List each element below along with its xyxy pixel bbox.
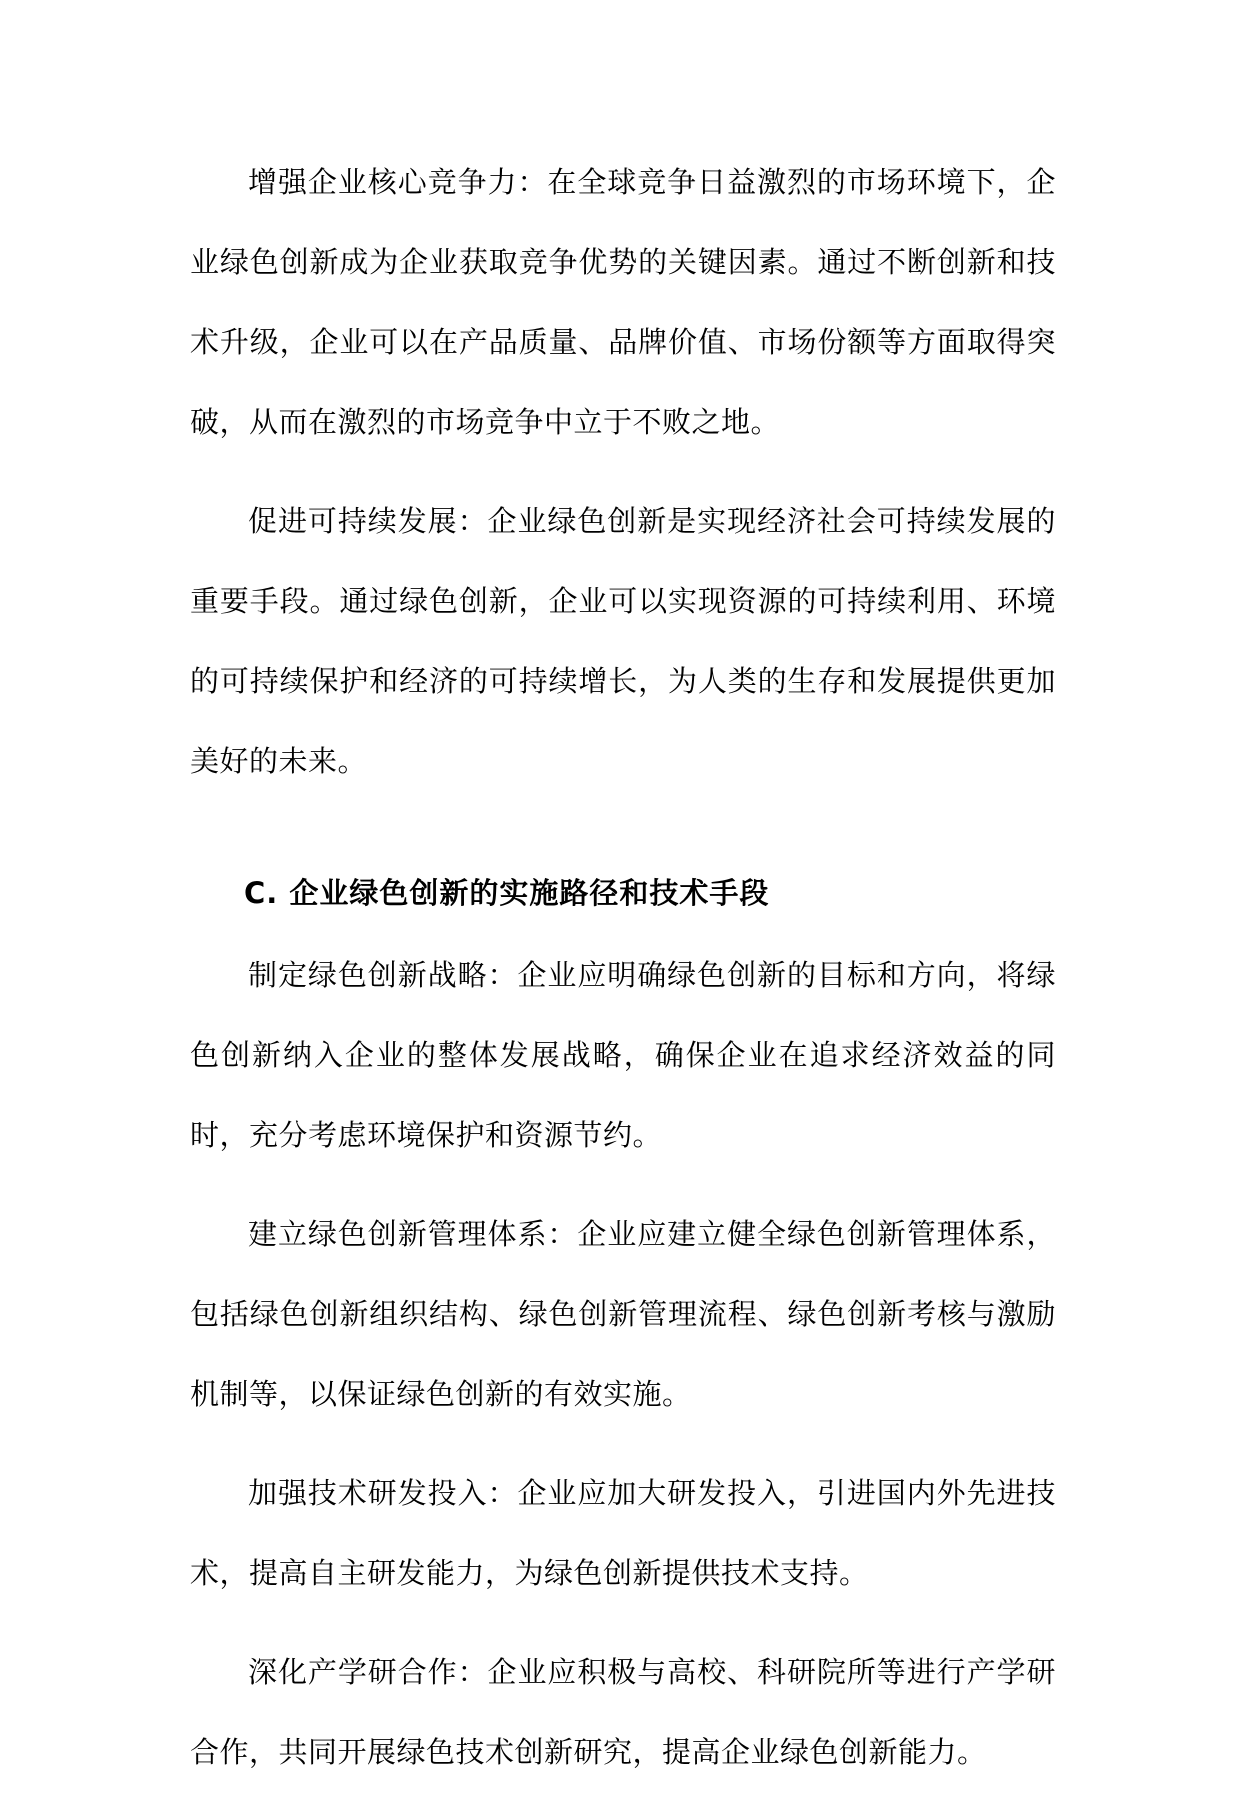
paragraph-rd-investment: 加强技术研发投入：企业应加大研发投入，引进国内外先进技术，提高自主研发能力，为绿色创新提供技术支持。 (190, 1476, 1056, 1590)
paragraph-sustainable-development: 促进可持续发展：企业绿色创新是实现经济社会可持续发展的重要手段。通过绿色创新，企业可以实现资源的可持续利用、环境的可持续保护和经济的可持续增长，为人类的生存和发展提供更加美好的未来。 (190, 504, 1056, 778)
section-heading: C. 企业绿色创新的实施路径和技术手段 (244, 876, 770, 910)
paragraph-green-strategy: 制定绿色创新战略：企业应明确绿色创新的目标和方向，将绿色创新纳入企业的整体发展战略，确保企业在追求经济效益的同时，充分考虑环境保护和资源节约。 (190, 958, 1056, 1152)
document-body (190, 142, 1056, 1811)
paragraph-core-competitiveness: 增强企业核心竞争力：在全球竞争日益激烈的市场环境下，企业绿色创新成为企业获取竞争优势的关键因素。通过不断创新和技术升级，企业可以在产品质量、品牌价值、市场份额等方面取得突破，从而在激烈的市场竞争中立于不败之地。 (190, 165, 1056, 439)
paragraph-management-system: 建立绿色创新管理体系：企业应建立健全绿色创新管理体系，包括绿色创新组织结构、绿色创新管理流程、绿色创新考核与激励机制等，以保证绿色创新的有效实施。 (190, 1217, 1056, 1411)
paragraph-industry-academia-cooperation: 深化产学研合作：企业应积极与高校、科研院所等进行产学研合作，共同开展绿色技术创新研究，提高企业绿色创新能力。 (190, 1655, 1056, 1769)
